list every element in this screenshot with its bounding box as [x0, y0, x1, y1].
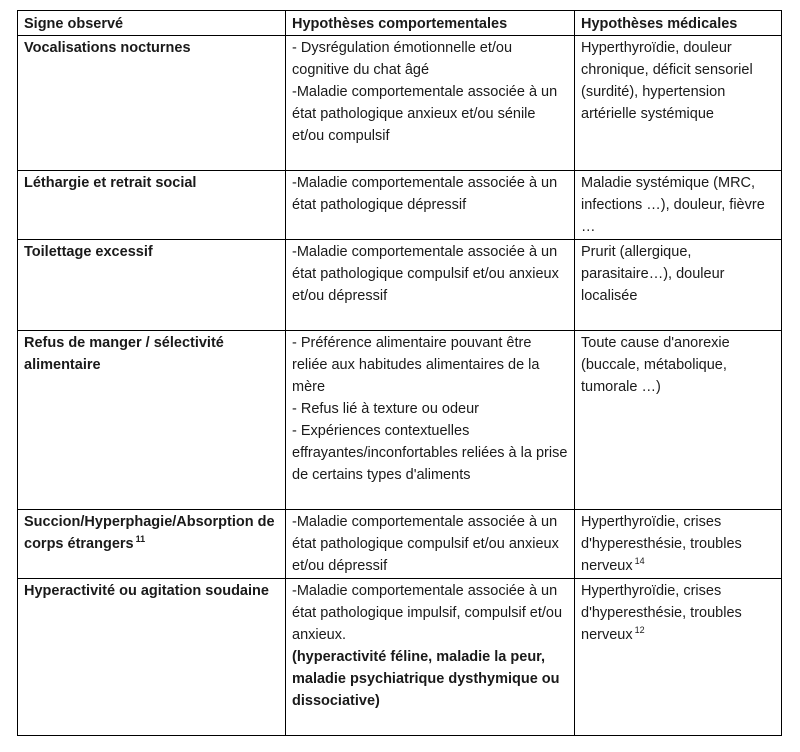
behavior-cell	[286, 510, 575, 579]
medical-cell: Hyperthyroïdie, douleur chronique, déficit sensoriel (surdité), hypertension artérielle systémique	[575, 36, 782, 171]
behavior-note: (hyperactivité féline, maladie la peur, maladie psychiatrique dysthymique ou dissociative)	[292, 649, 560, 709]
footnote-ref: 11	[135, 534, 146, 545]
behavior-line: -Maladie comportementale associée à un état pathologique anxieux et/ou sénile et/ou compulsif	[292, 84, 558, 144]
table-row	[18, 240, 782, 331]
medical-cell	[575, 510, 782, 579]
footnote-ref: 12	[634, 625, 645, 636]
sign-cell: Hyperactivité ou agitation soudaine	[18, 579, 286, 736]
table-row	[18, 579, 782, 736]
header-comportementales: Hypothèses comportementales	[286, 11, 575, 36]
behavior-medical-table	[17, 10, 782, 736]
sign-cell: Vocalisations nocturnes	[18, 36, 286, 171]
table-row	[18, 36, 782, 171]
sign-cell: Toilettage excessif	[18, 240, 286, 331]
table-row	[18, 510, 782, 579]
header-row	[18, 11, 782, 36]
table-row	[18, 171, 782, 240]
behavior-line: - Expériences contextuelles effrayantes/inconfortables reliées à la prise de certains types d'aliments	[292, 423, 568, 483]
medical-text: Hyperthyroïdie, crises d'hyperesthésie, troubles nerveux	[581, 583, 742, 643]
behavior-cell	[286, 171, 575, 240]
behavior-line: - Dysrégulation émotionnelle et/ou cognitive du chat âgé	[292, 40, 513, 78]
sign-cell: Léthargie et retrait social	[18, 171, 286, 240]
behavior-line: -Maladie comportementale associée à un état pathologique compulsif et/ou anxieux et/ou dépressif	[292, 514, 559, 574]
table-row	[18, 331, 782, 510]
header-signe: Signe observé	[18, 11, 286, 36]
sign-cell: Refus de manger / sélectivité alimentaire	[18, 331, 286, 510]
footnote-ref: 14	[634, 556, 645, 567]
header-medicales: Hypothèses médicales	[575, 11, 782, 36]
behavior-cell	[286, 579, 575, 736]
medical-cell: Toute cause d'anorexie (buccale, métabolique, tumorale …)	[575, 331, 782, 510]
behavior-cell	[286, 331, 575, 510]
behavior-line: -Maladie comportementale associée à un état pathologique impulsif, compulsif et/ou anxieux.	[292, 583, 563, 643]
medical-text: Hyperthyroïdie, crises d'hyperesthésie, troubles nerveux	[581, 514, 742, 574]
behavior-cell	[286, 36, 575, 171]
behavior-line: -Maladie comportementale associée à un état pathologique dépressif	[292, 175, 558, 213]
behavior-cell	[286, 240, 575, 331]
sign-text: Succion/Hyperphagie/Absorption de corps étrangers	[24, 514, 275, 552]
medical-cell: Maladie systémique (MRC, infections …), douleur, fièvre …	[575, 171, 782, 240]
sign-cell	[18, 510, 286, 579]
behavior-line: - Refus lié à texture ou odeur	[292, 401, 479, 417]
medical-cell	[575, 579, 782, 736]
behavior-line: -Maladie comportementale associée à un état pathologique compulsif et/ou anxieux et/ou dépressif	[292, 244, 559, 304]
behavior-line: - Préférence alimentaire pouvant être reliée aux habitudes alimentaires de la mère	[292, 335, 540, 395]
medical-cell: Prurit (allergique, parasitaire…), douleur localisée	[575, 240, 782, 331]
